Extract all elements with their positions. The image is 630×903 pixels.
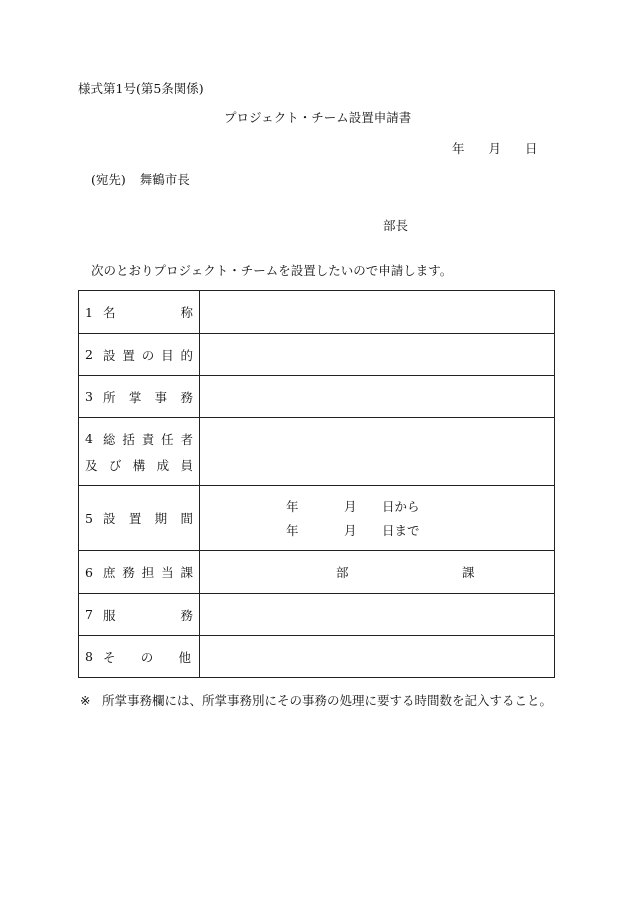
- name-field[interactable]: [200, 291, 555, 334]
- table-row: [79, 418, 555, 486]
- table-row: [79, 486, 555, 551]
- note-mark: ※: [80, 693, 91, 708]
- duties-field[interactable]: [200, 376, 555, 418]
- form-number: 様式第1号(第5条関係): [78, 81, 204, 96]
- row-label-duties: 3 所 掌 事 務: [85, 389, 193, 405]
- table-row: [79, 291, 555, 334]
- date-year-label: 年: [452, 141, 465, 156]
- row-label-members: 4 総 括 責 任 者 及 び 構 成 員: [85, 431, 193, 473]
- intro-text: 次のとおりプロジェクト・チームを設置したいので申請します。: [91, 263, 453, 278]
- date-line: [452, 139, 538, 157]
- row-label-service: 7 服 務: [85, 607, 193, 623]
- other-field[interactable]: [200, 636, 555, 678]
- table-row: [79, 334, 555, 376]
- application-table: [78, 290, 555, 678]
- date-day-label: 日: [525, 141, 538, 156]
- department-head: 部長: [383, 218, 409, 233]
- addressee-name: 舞鶴市長: [139, 172, 190, 187]
- footnote: [80, 691, 552, 709]
- date-month-label: 月: [488, 141, 502, 156]
- period-field[interactable]: [200, 486, 555, 551]
- document-title: プロジェクト・チーム設置申請書: [224, 110, 412, 125]
- table-row: [79, 594, 555, 636]
- row-label-other: 8 そ の 他: [85, 649, 191, 665]
- table-row: [79, 551, 555, 594]
- purpose-field[interactable]: [200, 334, 555, 376]
- table-row: [79, 376, 555, 418]
- row-label-period: 5 設 置 期 間: [85, 510, 193, 526]
- service-field[interactable]: [200, 594, 555, 636]
- row-label-name: 1 名 称: [85, 304, 193, 320]
- addressee-label: (宛先): [91, 172, 126, 187]
- dept-field[interactable]: 部 課: [200, 551, 555, 594]
- period-from-line: 年 月 日から: [286, 499, 420, 514]
- addressee: [91, 170, 190, 188]
- row-label-purpose: 2 設 置 の 目 的: [85, 347, 193, 363]
- members-field[interactable]: [200, 418, 555, 486]
- period-to-line: 年 月 日まで: [286, 523, 420, 538]
- table-row: [79, 636, 555, 678]
- note-text: 所掌事務欄には、所掌事務別にその事務の処理に要する時間数を記入すること。: [102, 693, 553, 708]
- row-label-dept: 6 庶 務 担 当 課: [85, 564, 193, 580]
